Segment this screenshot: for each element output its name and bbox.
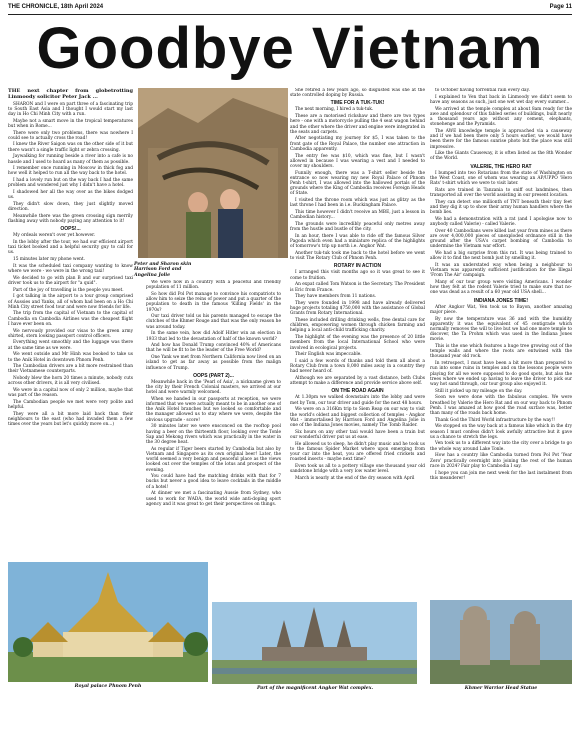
statue-illustration — [430, 600, 572, 684]
paragraph: We were on a 316Km trip to Siem Reap on our way to visit the world's oldest and biggest collection of temples - Angkor Wat - immortalised by Harrison Ford and Angelina Jolie in one of the Indiana Jones movies, namely The Tomb Raider. — [290, 407, 425, 428]
photo-angkor-wat — [212, 602, 417, 684]
paper-dateline: THE CHRONICLE, 18th April 2024 — [8, 4, 104, 10]
paragraph: Soon we were done with the fabulous complex. We were breathed by Valerie the Hero Rat and on our way back to Phnom Penh. I was amazed at how good the road surface was, better than many of the roads back home. — [430, 395, 572, 416]
paragraph: They have members from 11 nations. — [295, 294, 377, 300]
paragraph: In the same vein, how did Adolf Hitler win an election in 1933 that led to the devastation of half of the known world? — [146, 331, 281, 342]
paragraph: The entry fee was $10, which was fine, but I wasn't allowed in because I was wearing a vest and I needed to cover my shoulders. — [290, 153, 425, 169]
paragraph: We decided to go with plan B and our surprised taxi driver took us to the airport for "a quid". — [8, 275, 133, 286]
paragraph: One Yank we met from Northern California now lived on an island to get as far away as possible from the malign influence of Trump. — [146, 355, 281, 371]
paragraph: As regular if Tiger beers started by Cambodia but also by Vietnam and Singapore as its own original beer! Later, the world seemed a very benign and peaceful place as the views looked out over the temples of the lotus and prospect of the evening. — [146, 446, 281, 473]
caption-peter-sharon: Peter and Sharon skin Harrison Ford and Angelina Jolie — [134, 262, 192, 278]
paragraph: I got talking in the airport to a tour group comprised of Aussies and Yanks, all of whom had been on a Ho Chi Minh City street food tour and were now friends for life. — [8, 294, 133, 310]
paragraph: We had a demonstration with a rat (and I apologise now to anybody called Valerie) - called Valerie. — [430, 216, 572, 227]
paragraph: Like the Giants Causeway, it is often listed as the 8th Wonder of the World. — [430, 151, 572, 162]
paragraph: Funnily enough, there was a T-shirt seller beside the entrance so now wearing my new Royal Palace of Phnom Penh t-shirt, I was allowed into the hallowed portals of the grounds where the King of Cambodia receives Foreign Heads of State. — [290, 170, 425, 197]
paragraph: He allowed us to sleep, he didn't play music and he took us to the famous Spider Market where upon emerging from your car into the heat, you are offered fried crickets and roasted insects - maybe next time? — [290, 441, 425, 463]
paragraph: They were all a bit more laid back than their neighbours to the east (who had invaded them a few times over the years but let's quickly move on...) — [8, 411, 133, 428]
paragraph: In the lobby after the tour, we had our efficient airport taxi ticket booked and a helpful security guy to call for us. — [8, 239, 133, 256]
paragraph: to October having torrential rain every day. — [435, 88, 530, 93]
angkor-illustration — [212, 602, 417, 684]
col1-body — [8, 102, 133, 225]
paragraph: And how has Donald Trump convinced 40% of Americans that he will be fit to be the leader of the Free World? — [146, 343, 281, 354]
paragraph: The Cambodian people we met were very polite and helpful. — [8, 399, 133, 411]
paragraph: The AWE knowledge temple is approached via a causeway and if we had been there only 5 hours earlier, we would have been there for the famous sunrise photo but the place was still impressive. — [430, 128, 572, 150]
subheading-oops-2: OOPS (PART 2)... — [193, 372, 234, 379]
paragraph: This time however I didn't receive an MBE, just a lesson in Cambodian history... — [290, 210, 425, 221]
paragraph: An expat called Tom Watson is the Secretary. The President is Eric from France. — [290, 282, 425, 293]
paragraph: We had a big surprise from this rat. It was being trained to allow it to find the next bomb just by smelling it. — [430, 250, 572, 262]
paragraph: Another tuk-tuk took me back to the hotel before we went to visit The Rotary Club of Phnom Penh. — [290, 250, 425, 262]
paragraph: I remember once running in Moscow in thick fog and how well it helped to run all the way back to the hotel. — [8, 166, 133, 177]
paragraph: It was an understated way when being a neighbour to Vietnam was apparently sufficient justification for the Illegal 'From The Air' campaign. — [430, 262, 572, 279]
paragraph: There were only two problems, there was nowhere I could see to actually cross the road! — [8, 130, 133, 141]
paragraph: We went outside and Mr Hinh was booked to take us to the Anik Hotel in downtown Phnom Penh. — [8, 352, 133, 363]
paragraph: You could have had the matching drinks with that for 7 bucks but never a good idea to leave cocktails in the middle of a hotel! — [146, 474, 281, 490]
paragraph: They were founded in 1998 and have already delivered huge projects totaling $750,000 with the assistance of Global Grants from Rotary International. — [290, 300, 425, 317]
paragraph: I explained to Ven that back in Linmoody we didn't seem to have any seasons as such, just one wet wet day every summer... — [430, 94, 572, 105]
paragraph: Over 40 Cambodians were killed last year from mines as there are over 4,000,000 pieces of unexploded ordnance still in the ground after the USA's carpet bombing of Cambodia to undermine the Vietnam war effort. — [430, 228, 572, 250]
paragraph: Meanwhile back in the 'Pearl of Asia', a nickname given to the city by their French Colonial masters, we arrived at our hotel and were warmly welcomed. — [146, 379, 281, 396]
paragraph: I had a lovely run but on the way back I had the same problem and wondered just why I didn't have a hotel. — [8, 178, 133, 189]
caption-royal-palace: Royal palace Phnom Penh — [74, 684, 142, 689]
subheading-indiana: INDIANA JONES TIME! — [474, 297, 528, 304]
paragraph: This is the one which features a huge tree growing out of the temple walls and where the roots are entwined with the thousand year old rock. — [430, 344, 572, 360]
paragraph: Their English was impeccable. — [295, 352, 362, 358]
paragraph: Thank God the Third World infrastructure by the way!! — [435, 417, 555, 423]
palace-illustration — [8, 562, 208, 682]
paragraph: I shadowed her all the way over as the bikes dodged us. — [8, 190, 133, 201]
photo-peter-sharon — [138, 88, 288, 258]
ruins-illustration — [138, 88, 288, 258]
caption-warrior-statue: Khmer Warrior Head Statue — [464, 686, 538, 691]
paragraph: Even took us all to a pottery village one thousand year old sandstone bridge with a very low water level. — [290, 463, 425, 475]
paragraph: Nobody blew the horn 20 times a minute, nobody cuts across other drivers, it is all very civilised. — [8, 376, 133, 387]
paragraph: I said a few words of thanks and told them all about a Rotary Club from a town 8,000 miles away in a country they had never heard of. — [290, 358, 425, 375]
photo-royal-palace — [8, 562, 208, 682]
paragraph: How has a country like Cambodia turned from Pol Pot 'Year Zero' practically overnight into joining the rest of the human race in 2024? Fair play to Cambodia I say. — [430, 453, 572, 469]
subheading-tuk-tuk: TIME FOR A TUK-TUK! — [330, 100, 385, 107]
paragraph: SHARON and I were on part three of a fascinating trip to South East Asia and I thought I would start my last day in Ho Chi Minh City with a run. — [8, 101, 133, 117]
paragraph: The trip from the capital of Vietnam to the capital of Cambodia on Cambodia Airlines was the cheapest flight I have ever been on. — [8, 311, 133, 327]
paragraph: Jaywalking for running beside a river into a cafe is no hassle and I used to hoard as many of them as possible. — [8, 154, 133, 165]
column-4 — [430, 88, 572, 668]
paragraph: March is nearly at the end of the dry season with April — [295, 475, 415, 481]
paragraph: We were now in a country with a peaceful and friendly population of 11 million. — [146, 280, 281, 291]
paragraph: At dinner we met a fascinating Aussie from Sydney, who used to work for WADA, the world wide anti-doping sport agency and it was great to get their perspectives on things. — [146, 491, 281, 507]
paragraph: We arrived at the temple complex at about 8am ready for the awe and splendour of this fabled series of buildings, built nearly a thousand years ago without any cement, elephants, stonehenge and the Pyramids. — [430, 106, 572, 128]
subheading-road: ON THE ROAD AGAIN — [331, 388, 384, 395]
page-number: Page 11 — [549, 4, 572, 10]
paragraph: 15 minutes later my phone went. — [13, 257, 86, 263]
subheading-oops: OOPS!... — [60, 226, 81, 233]
paragraph: After negotiating my journey for $5, I was taken to the front gate of the Royal Palace, the number one attraction in Cambodia apparently. — [290, 136, 425, 152]
paragraph: These are a motorised rickshaw and there are two types here - one with a motorcycle pulling the 4 seat wagon behind and the other where the driver and engine were integrated in the seats and carpets. — [290, 114, 425, 135]
paragraph: After Angkor Wat, Ven took us to Bayon, another amazing major piece. — [430, 304, 572, 315]
paragraph: I hope you can join me next week for the last instalment from this meanderer! — [430, 470, 572, 481]
column-3 — [290, 88, 425, 668]
paragraph: I visited the throne room which was just as glitzy as the last throne I had been in i.e. Buckingham Palace. — [290, 198, 425, 209]
paragraph: The next morning, I hired a tuk-tuk. — [295, 107, 374, 113]
paragraph: At 1.30pm we walked downstairs into the lobby and were met by Tom, our tour driver and guide for the next 48 hours. — [290, 395, 425, 406]
paragraph: When we handed in our passports at reception, we were informed that we were actually meant to be in another one of the Anik Hotel branches but we looked so comfortable and the manager allowed us to stay where we were, despite the obvious upgrade - score! — [146, 396, 281, 423]
paragraph: By now the temperature was 36 and with the humidity apparently it was the equivalent of 45 centigrade which normally removes the will to live but we had one more temple to discover, the Ta Prohm which was used in the Indiana Jones movie. — [430, 316, 572, 343]
paragraph: I arranged this visit months ago so it was great to see it come to fruition. — [290, 270, 425, 281]
paragraph: Maybe not a smart move in the tropical temperatures but when in Rome... — [8, 118, 133, 129]
photo-warrior-statue — [430, 600, 572, 684]
paragraph: Our taxi driver told us his parents managed to escape the clutches of the Khmer Rouge and that was the only reason he was around today. — [146, 314, 281, 330]
col1b-body — [8, 233, 133, 427]
paragraph: In retrospect, I must have been a bit more than prepared to run into some ruins in temples and on the lessons people were playing for all we were supposed to do good spots, but also the trees where we ended up having to leave the driver to pick our way hot sand through, our tour group also enjoyed it. — [430, 361, 572, 387]
paragraph: The Cambodian drivers are a bit more restrained than their Vietnamese counterparts. — [8, 364, 133, 375]
paragraph: Many of our tour group were visiting Americans. I wonder how they felt at the rodent Valerie tried to make sure that no-one was dead as a result of a 60 year old USA shell... — [430, 280, 572, 296]
paragraph: She retired a few years ago, so disgusted was she at the state controlled doping by Russia. — [290, 88, 425, 99]
paragraph: Rats are trained in Tanzania to sniff out landmines, then transported all over the world assisting in our present location. — [430, 187, 572, 198]
headline: Goodbye Vietnam — [36, 16, 544, 81]
paragraph: These included drilling drinking wells, free dental care for children, empowering women through chicken farming and helping a local anti-child trafficking charity. — [290, 318, 425, 334]
paragraph: I bumped into two Rotarians from the state of Washington on the West Coast, one of whom was wearing an AP/UPPO 'Hero Rats' t-shirt which we were to visit later. — [430, 170, 572, 187]
paragraph: It was the scheduled taxi company wanting to know where we were - we were in the wrong taxi! — [8, 263, 133, 274]
paragraph: The highlight of the evening was the presence of 20 little members from the local International School who were involved in ecological projects. — [290, 335, 425, 351]
paragraph: Meanwhile there was the green crossing sign merrily flashing away with nobody paying any attention to it! — [8, 213, 133, 225]
caption-angkor-wat: Part of the magnificent Angkor Wat complex. — [256, 686, 374, 691]
paragraph: We stopped on the way back at a famous hike which in the dry season I must confess didn't look awfully attractive but it gave us a chance to stretch the legs. — [430, 424, 572, 440]
subheading-rotary: ROTARY IN ACTION — [333, 263, 382, 270]
paragraph: 30 minutes later we were ensconced on the rooftop pool having a beer on the thirteenth floor, looking over the Tonle Sap and Mekong rivers which was practically in the water in the 30 degree heat. — [146, 424, 281, 445]
paragraph: So how did Pol Pot manage to convince his compatriots to allow him to seize the reins of power and put a quarter of the population to death in the famous 'Killing Fields' in the 1970s? — [146, 291, 281, 313]
paragraph: In an hour, there I was able to ride off the famous Silver Pagoda which even had a miniature replica of the highlights of tomorrow's trip up north i.e. Angkor Wat. — [290, 233, 425, 250]
paragraph: They didn't slow down, they just slightly moved direction. — [8, 201, 133, 213]
paragraph: The grounds were incredibly peaceful only metres away from the hustle and bustle of the city. — [290, 221, 425, 233]
paragraph: Ven took us to a different way into the city over a bridge to go the whole way around Lake Tonle. — [430, 441, 572, 452]
paragraph: We nervously provided our visas to the green army shirted, stern looking passport control officers. — [8, 328, 133, 339]
subheading-valerie: VALERIE, THE HERO RAT — [470, 163, 532, 170]
paragraph: They can detect one millionth of TNT beneath their tiny feet and they dig it up to show their army human handlers where the bomb lies. — [430, 199, 572, 216]
lead-paragraph: THE next chapter from globetrotting Linmoody solicitor Peter Jack ... — [8, 88, 133, 100]
paragraph: I knew the River Saigon was on the other side of it but there wasn't a single traffic light or zebra crossing. — [8, 142, 133, 153]
paragraph: My ordeals weren't over yet however. — [13, 233, 96, 239]
paragraph: Although we are separated by a vast distance, both Clubs attempt to make a difference and provide service above self. — [290, 376, 425, 387]
paragraph: Still it picked up my mileage on the day. — [435, 388, 523, 394]
paragraph: Everything went smoothly and the luggage was there at the same time as we were. — [8, 340, 133, 351]
paragraph: Six hours on any other taxi would have been a train but our wonderful driver put us at ease. — [290, 429, 425, 440]
paragraph: We were in a capital now of only 2 million, maybe that was part of the reason. — [8, 388, 133, 399]
paragraph: Part of the joy of travelling is the people you meet. — [13, 287, 124, 293]
